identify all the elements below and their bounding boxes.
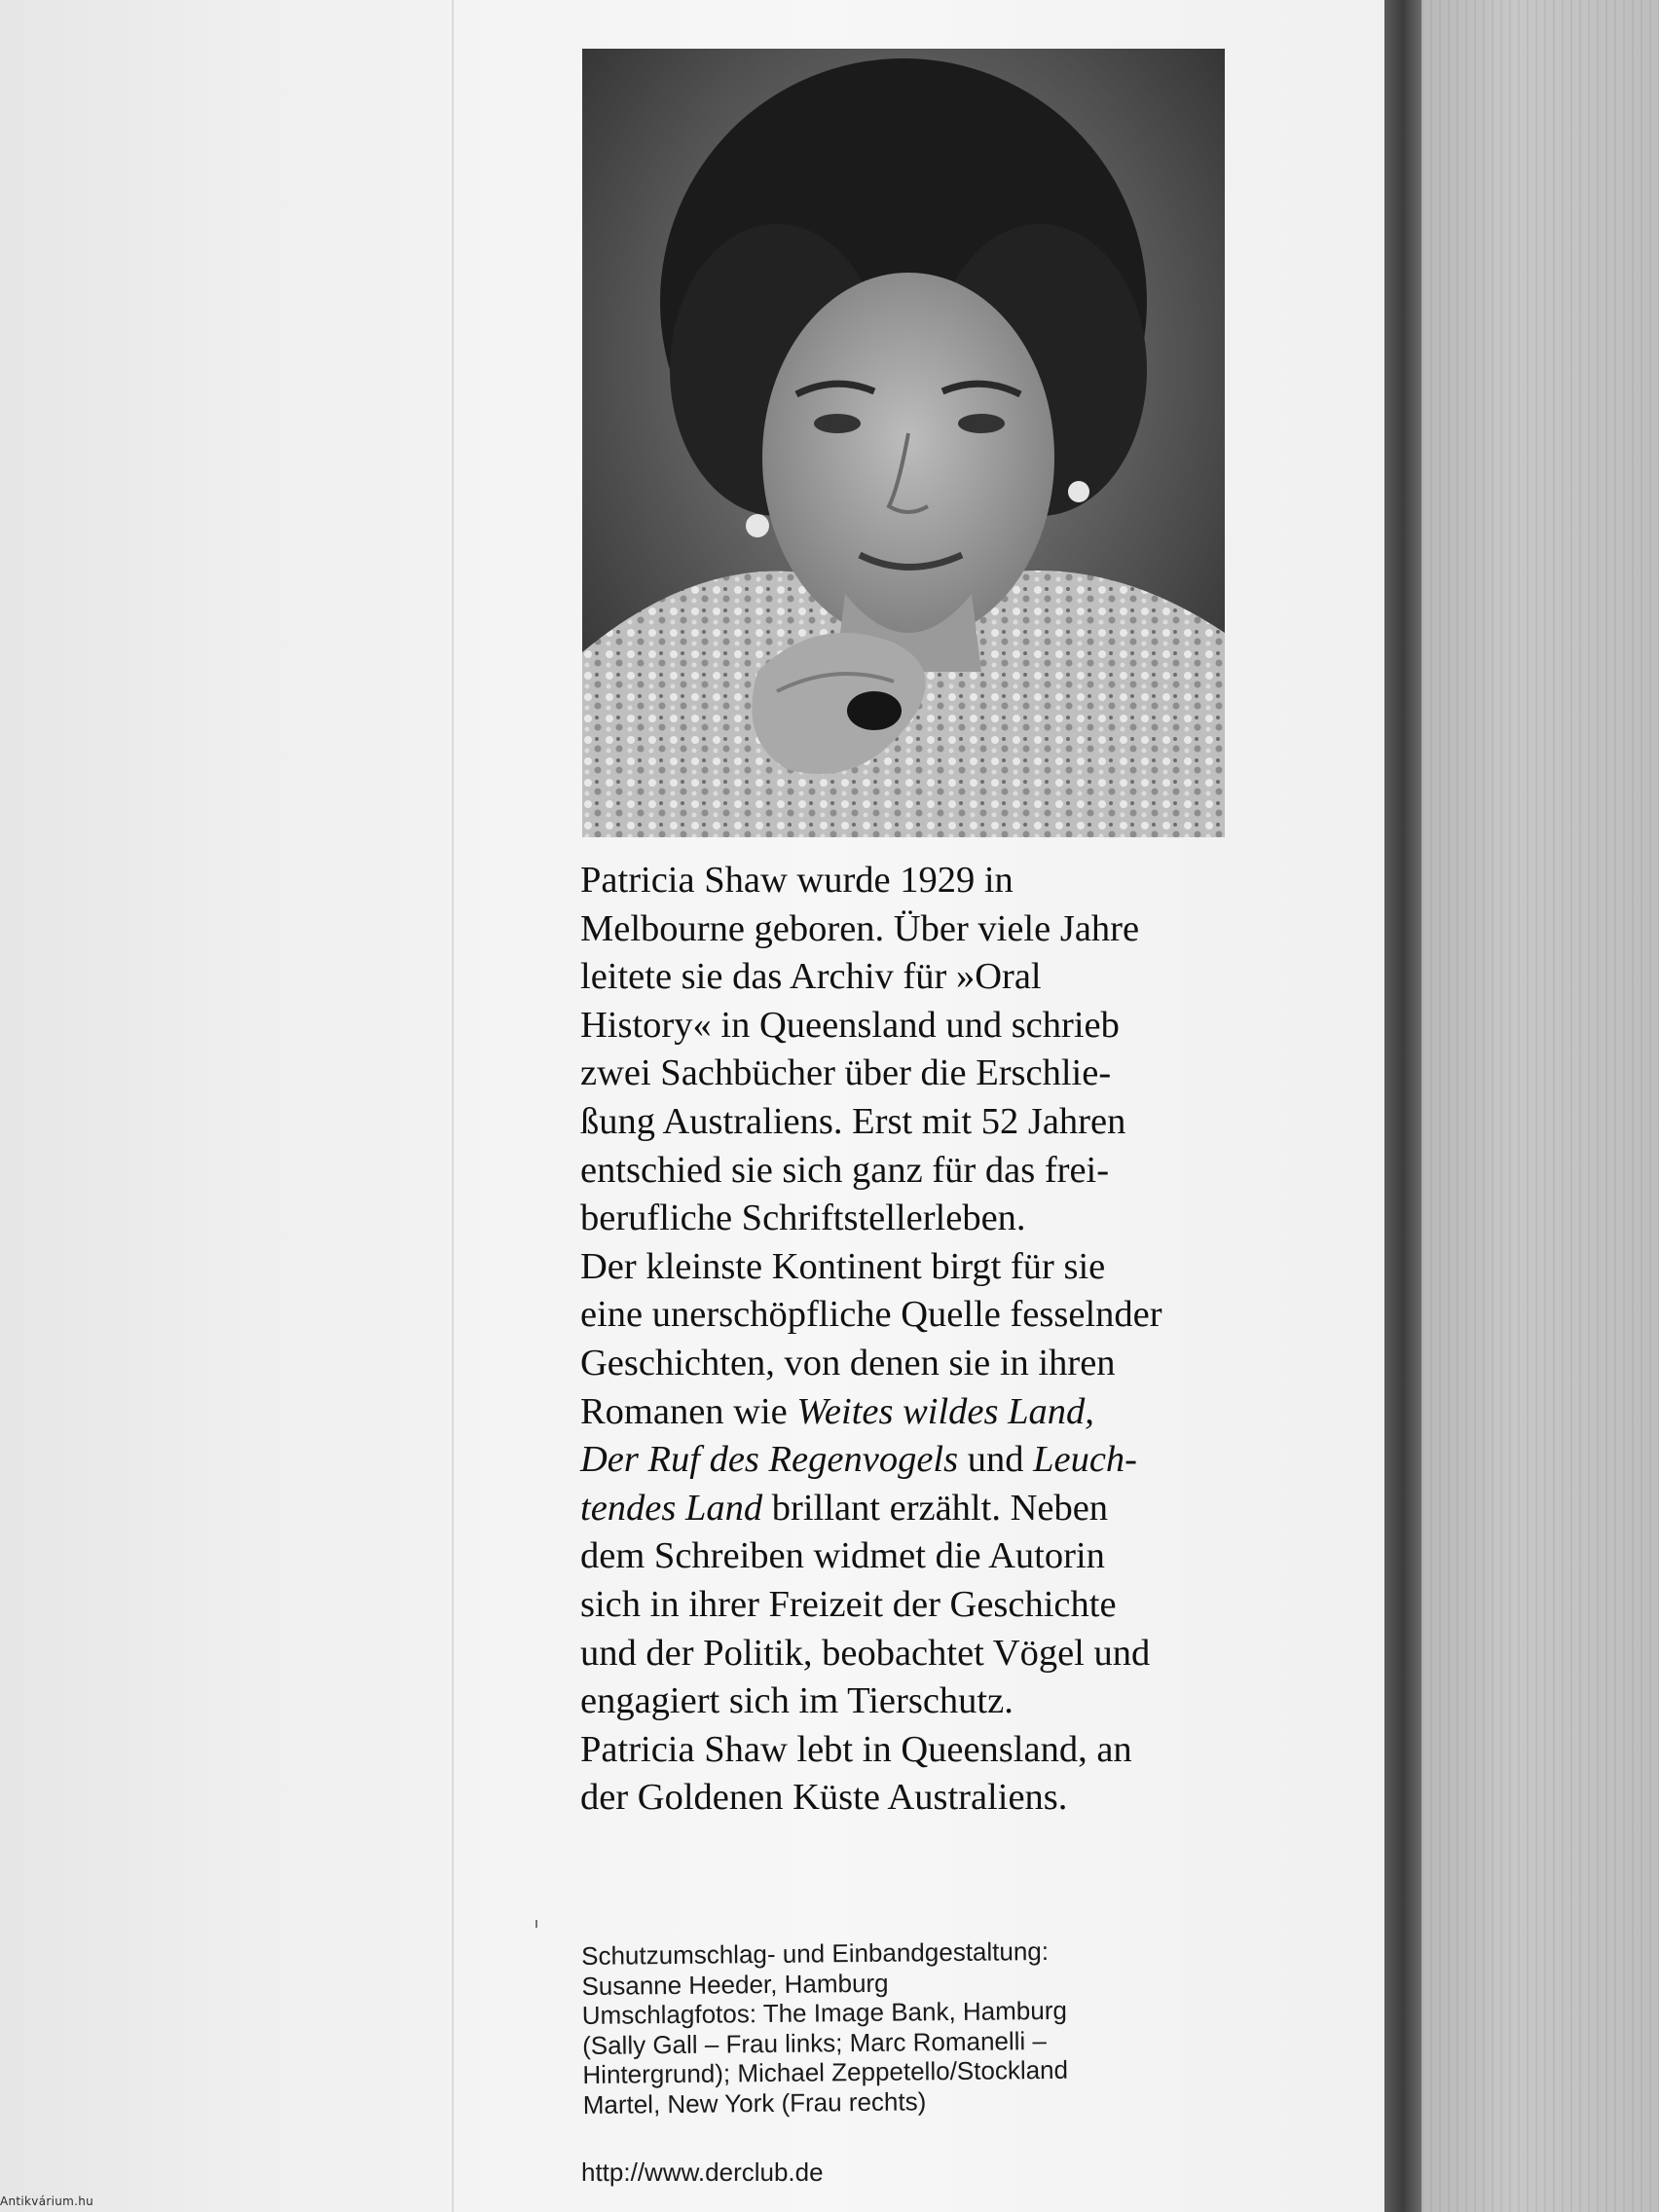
bio-line	[580, 1388, 1320, 1437]
bio-line: engagiert sich im Tierschutz.	[580, 1680, 1014, 1722]
bio-line: sich in ihrer Freizeit der Geschichte	[580, 1583, 1117, 1625]
author-biography	[580, 857, 1320, 1823]
print-mark	[535, 1920, 537, 1928]
cover-edge	[1384, 0, 1421, 2212]
publisher-url: http://www.derclub.de	[581, 2157, 824, 2187]
cover-credits	[581, 1935, 1265, 2120]
bio-line: dem Schreiben widmet die Autorin	[580, 1535, 1105, 1577]
bio-text: brillant erzählt. Neben	[762, 1487, 1109, 1529]
bio-line: Patricia Shaw lebt in Queensland, an	[580, 1728, 1132, 1770]
author-portrait	[582, 49, 1225, 837]
bio-line: der Goldenen Küste Australiens.	[580, 1777, 1068, 1819]
book-title: Weites wildes Land,	[796, 1390, 1094, 1432]
bio-line: History« in Queensland und schrieb	[580, 1004, 1120, 1046]
bio-line: ßung Australiens. Erst mit 52 Jahren	[580, 1100, 1126, 1142]
bio-line: Der kleinste Kontinent birgt für sie	[580, 1245, 1106, 1287]
credit-line: Susanne Heeder, Hamburg	[581, 1968, 889, 2001]
book-title: tendes Land	[580, 1487, 763, 1529]
portrait-illustration	[582, 49, 1225, 837]
credit-line: Umschlagfotos: The Image Bank, Hamburg	[581, 1995, 1068, 2030]
bio-line: Melbourne geboren. Über viele Jahre	[580, 907, 1140, 949]
credit-line: (Sally Gall – Frau links; Marc Romanelli –	[581, 2025, 1048, 2060]
bio-line: Geschichten, von denen sie in ihren	[580, 1342, 1116, 1383]
bio-line: Patricia Shaw wurde 1929 in	[580, 860, 1014, 901]
book-title: Der Ruf des Regenvogels	[580, 1439, 959, 1481]
table-surface	[1421, 0, 1659, 2212]
bio-line: zwei Sachbücher über die Erschlie-	[580, 1052, 1112, 1094]
credit-line: Martel, New York (Frau rechts)	[582, 2085, 927, 2120]
watermark: Antikvárium.hu	[0, 2194, 94, 2208]
left-endpaper	[0, 0, 452, 2212]
bio-line: und der Politik, beobachtet Vögel und	[580, 1632, 1151, 1674]
bio-text: Romanen wie	[580, 1390, 797, 1432]
bio-text: und	[958, 1439, 1034, 1481]
bio-line	[580, 1436, 1320, 1485]
credit-line: Hintergrund); Michael Zeppetello/Stockland	[582, 2054, 1069, 2089]
bio-line	[580, 1485, 1320, 1533]
bio-line: entschied sie sich ganz für das frei-	[580, 1149, 1110, 1191]
bio-line: berufliche Schriftstellerleben.	[580, 1198, 1026, 1239]
credit-line: Schutzumschlag- und Einbandgestaltung:	[581, 1936, 1050, 1971]
book-title: Leuch-	[1033, 1439, 1138, 1481]
bio-line: leitete sie das Archiv für »Oral	[580, 956, 1042, 998]
bio-line: eine unerschöpfliche Quelle fesselnder	[580, 1294, 1162, 1336]
